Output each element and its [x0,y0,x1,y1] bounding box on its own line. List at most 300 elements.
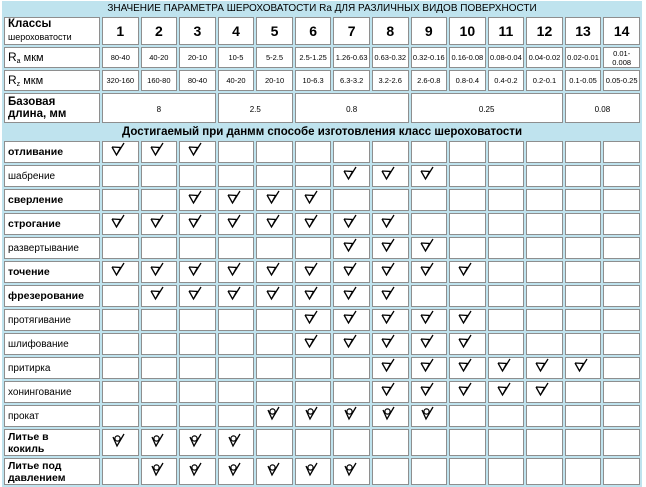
roughness-check-icon [381,286,399,301]
roughness-check-stroke [305,191,317,203]
process-class-cell [179,429,216,456]
process-class-cell [603,141,640,163]
process-class-cell [526,381,563,403]
roughness-check-icon [304,310,322,325]
roughness-check-icon [266,214,284,229]
process-class-cell [603,333,640,355]
class-number: 7 [333,17,370,45]
roughness-circle-ring [347,409,352,414]
process-class-cell [141,429,178,456]
process-class-cell [411,237,448,259]
base-length-row [4,93,640,123]
process-class-cell [526,333,563,355]
process-class-cell [179,165,216,187]
roughness-circle-icon [227,462,245,477]
process-class-cell [372,189,409,211]
ra-value: 40-20 [141,47,178,68]
process-class-cell [526,261,563,283]
class-number: 5 [256,17,293,45]
roughness-check-stroke [575,359,587,371]
roughness-check-icon [266,286,284,301]
process-class-cell [179,405,216,427]
roughness-check-stroke [305,263,317,275]
roughness-check-stroke [382,215,394,227]
process-class-cell [526,458,563,485]
process-class-cell [218,189,255,211]
process-row [4,237,640,259]
process-class-cell [141,381,178,403]
class-number: 3 [179,17,216,45]
process-class-cell [102,458,139,485]
process-class-cell [218,458,255,485]
classes-label [4,17,100,45]
process-class-cell [256,357,293,379]
process-class-cell [603,309,640,331]
process-class-cell [256,333,293,355]
base-length-value: 8 [102,93,216,123]
process-class-cell [141,405,178,427]
process-class-cell [488,213,525,235]
process-class-cell [295,213,332,235]
process-name: развертывание [4,237,100,259]
process-class-cell [295,381,332,403]
process-class-cell [295,429,332,456]
process-class-cell [256,405,293,427]
process-name-line1: Литье под [8,459,62,472]
process-class-cell [179,213,216,235]
process-class-cell [526,213,563,235]
process-class-cell [565,261,602,283]
roughness-check-icon [420,382,438,397]
process-class-cell [102,357,139,379]
roughness-check-stroke [382,311,394,323]
process-class-cell [449,357,486,379]
process-class-cell [141,261,178,283]
title-row [4,3,640,15]
ra-subscript: a [16,58,21,65]
rz-value: 10-6.3 [295,70,332,91]
process-class-cell [526,237,563,259]
process-class-cell [102,213,139,235]
process-row [4,261,640,283]
roughness-check-icon [535,358,553,373]
roughness-check-stroke [344,239,356,251]
ra-value: 0.02-0.01 [565,47,602,68]
process-class-cell [102,285,139,307]
class-number: 14 [603,17,640,45]
roughness-check-stroke [228,215,240,227]
process-class-cell [333,189,370,211]
base-length-value: 0.8 [295,93,409,123]
ra-row [4,47,640,68]
roughness-check-stroke [189,287,201,299]
roughness-check-icon [188,214,206,229]
process-class-cell [295,458,332,485]
base-length-value: 0.25 [411,93,563,123]
roughness-check-stroke [305,335,317,347]
roughness-check-stroke [151,143,163,155]
roughness-check-icon [304,262,322,277]
roughness-check-icon [420,334,438,349]
roughness-check-stroke [305,287,317,299]
process-name: сверление [4,189,100,211]
roughness-check-stroke [421,239,433,251]
roughness-check-icon [266,262,284,277]
class-number: 8 [372,17,409,45]
roughness-check-icon [304,190,322,205]
process-class-cell [603,458,640,485]
ra-value: 5-2.5 [256,47,293,68]
process-class-cell [141,458,178,485]
base-length-label-line2: длина, мм [8,108,67,120]
roughness-check-stroke [536,383,548,395]
roughness-check-stroke [151,287,163,299]
process-class-cell [218,357,255,379]
roughness-circle-icon [304,406,322,421]
process-row [4,429,640,456]
class-number: 13 [565,17,602,45]
roughness-check-stroke [344,287,356,299]
roughness-check-icon [381,358,399,373]
roughness-check-icon [420,166,438,181]
process-class-cell [102,141,139,163]
process-row [4,213,640,235]
ra-label [4,47,100,68]
process-class-cell [179,309,216,331]
process-class-cell [218,381,255,403]
process-class-cell [218,333,255,355]
rz-value: 3.2-2.6 [372,70,409,91]
process-class-cell [488,458,525,485]
roughness-check-stroke [421,167,433,179]
roughness-check-icon [150,142,168,157]
process-class-cell [372,141,409,163]
roughness-check-icon [458,382,476,397]
ra-value: 10-5 [218,47,255,68]
process-class-cell [411,285,448,307]
process-class-cell [603,213,640,235]
process-class-cell [179,261,216,283]
roughness-check-icon [381,310,399,325]
class-number: 11 [488,17,525,45]
roughness-check-icon [343,262,361,277]
ra-value: 0.63-0.32 [372,47,409,68]
process-class-cell [218,165,255,187]
roughness-check-stroke [382,239,394,251]
classes-label-line1: Классы [8,18,52,30]
rz-value: 0.2-0.1 [526,70,563,91]
process-class-cell [218,429,255,456]
roughness-check-icon [304,286,322,301]
process-class-cell [333,333,370,355]
roughness-check-icon [150,286,168,301]
ra-value: 2.5-1.25 [295,47,332,68]
process-class-cell [526,357,563,379]
process-class-cell [218,141,255,163]
class-number: 10 [449,17,486,45]
process-class-cell [411,458,448,485]
process-row [4,309,640,331]
roughness-check-icon [188,142,206,157]
process-class-cell [526,429,563,456]
process-class-cell [526,309,563,331]
process-class-cell [526,165,563,187]
process-class-cell [411,429,448,456]
roughness-circle-ring [308,409,313,414]
rz-value: 6.3-3.2 [333,70,370,91]
rz-value: 0.8-0.4 [449,70,486,91]
process-class-cell [411,381,448,403]
roughness-circle-ring [385,409,390,414]
process-class-cell [256,189,293,211]
roughness-check-icon [497,358,515,373]
process-class-cell [102,165,139,187]
ra-value: 20-10 [179,47,216,68]
ra-value: 0.04-0.02 [526,47,563,68]
roughness-check-icon [420,310,438,325]
roughness-check-stroke [189,191,201,203]
roughness-check-icon [420,358,438,373]
process-class-cell [256,429,293,456]
process-row [4,405,640,427]
process-class-cell [295,141,332,163]
process-class-cell [102,429,139,456]
process-class-cell [411,333,448,355]
roughness-check-icon [458,358,476,373]
roughness-check-stroke [151,263,163,275]
process-class-cell [372,357,409,379]
process-class-cell [256,381,293,403]
roughness-circle-icon [420,406,438,421]
process-name: отливание [4,141,100,163]
process-class-cell [218,261,255,283]
roughness-check-stroke [189,143,201,155]
process-class-cell [333,381,370,403]
rz-subscript: z [16,81,21,88]
rz-value: 320-160 [102,70,139,91]
process-name: прокат [4,405,100,427]
process-class-cell [141,237,178,259]
roughness-check-stroke [382,335,394,347]
process-class-cell [526,141,563,163]
process-class-cell [565,429,602,456]
process-class-cell [295,405,332,427]
roughness-circle-ring [269,464,274,469]
roughness-check-stroke [498,359,510,371]
process-class-cell [565,458,602,485]
roughness-check-icon [111,262,129,277]
process-class-cell [295,357,332,379]
process-class-cell [488,261,525,283]
process-class-cell [333,285,370,307]
roughness-check-stroke [382,383,394,395]
process-class-cell [295,285,332,307]
process-class-cell [256,213,293,235]
roughness-circle-icon [266,462,284,477]
roughness-check-stroke [151,215,163,227]
ra-letter: R [8,50,17,64]
process-class-cell [295,261,332,283]
process-class-cell [179,333,216,355]
process-class-cell [488,237,525,259]
process-class-cell [218,285,255,307]
process-class-cell [333,237,370,259]
process-name: шлифование [4,333,100,355]
process-class-cell [295,189,332,211]
roughness-check-stroke [421,311,433,323]
roughness-check-icon [381,238,399,253]
process-class-cell [488,309,525,331]
process-name [4,429,100,456]
process-class-cell [449,405,486,427]
process-row [4,285,640,307]
process-class-cell [333,213,370,235]
roughness-circle-icon [304,462,322,477]
roughness-check-icon [227,190,245,205]
process-class-cell [488,357,525,379]
roughness-circle-icon [343,406,361,421]
process-class-cell [333,429,370,456]
roughness-check-icon [343,166,361,181]
process-class-cell [102,381,139,403]
roughness-check-stroke [344,167,356,179]
process-class-cell [372,405,409,427]
process-class-cell [449,285,486,307]
roughness-check-stroke [382,167,394,179]
roughness-circle-ring [192,435,197,440]
roughness-check-icon [574,358,592,373]
roughness-check-stroke [305,311,317,323]
roughness-check-stroke [344,335,356,347]
roughness-check-icon [227,214,245,229]
process-class-cell [449,141,486,163]
roughness-check-icon [227,286,245,301]
roughness-check-stroke [228,287,240,299]
process-class-cell [218,213,255,235]
process-class-cell [295,309,332,331]
class-number: 2 [141,17,178,45]
ra-value: 1.26-0.63 [333,47,370,68]
process-class-cell [372,165,409,187]
process-class-cell [565,237,602,259]
roughness-check-icon [304,334,322,349]
roughness-check-stroke [459,263,471,275]
process-row [4,458,640,485]
roughness-check-stroke [382,287,394,299]
roughness-check-icon [150,214,168,229]
roughness-check-stroke [344,311,356,323]
rz-value: 40-20 [218,70,255,91]
roughness-circle-ring [115,435,120,440]
roughness-check-icon [343,310,361,325]
process-class-cell [603,165,640,187]
classes-label-line2: шероховатости [8,32,72,42]
process-class-cell [449,458,486,485]
process-class-cell [411,165,448,187]
process-class-cell [565,357,602,379]
process-class-cell [488,165,525,187]
process-class-cell [603,261,640,283]
roughness-check-stroke [228,263,240,275]
process-class-cell [372,213,409,235]
process-class-cell [449,189,486,211]
process-class-cell [141,213,178,235]
roughness-check-icon [343,334,361,349]
process-row [4,357,640,379]
process-class-cell [449,237,486,259]
process-name: шабрение [4,165,100,187]
roughness-check-stroke [344,215,356,227]
process-class-cell [179,381,216,403]
roughness-table [2,1,642,487]
roughness-circle-ring [424,409,429,414]
process-class-cell [179,189,216,211]
process-class-cell [449,381,486,403]
process-class-cell [295,165,332,187]
roughness-circle-icon [343,462,361,477]
process-class-cell [256,309,293,331]
process-row [4,381,640,403]
roughness-check-stroke [459,383,471,395]
process-class-cell [603,189,640,211]
roughness-circle-ring [347,464,352,469]
rz-row [4,70,640,91]
roughness-check-icon [343,238,361,253]
roughness-circle-ring [154,464,159,469]
roughness-check-icon [497,382,515,397]
process-row [4,189,640,211]
process-class-cell [449,309,486,331]
roughness-check-stroke [421,335,433,347]
process-row [4,141,640,163]
roughness-circle-ring [231,435,236,440]
process-class-cell [411,261,448,283]
roughness-circle-ring [269,409,274,414]
class-number: 12 [526,17,563,45]
process-class-cell [179,237,216,259]
process-class-cell [449,261,486,283]
roughness-check-icon [343,214,361,229]
roughness-check-icon [535,382,553,397]
process-class-cell [218,405,255,427]
process-class-cell [179,357,216,379]
process-name: точение [4,261,100,283]
roughness-circle-ring [231,464,236,469]
roughness-check-icon [304,214,322,229]
roughness-check-icon [458,262,476,277]
roughness-check-stroke [459,359,471,371]
rz-value: 2.6-0.8 [411,70,448,91]
section-title: Достигаемый при данмм способе изготовления класс шероховатости [4,125,640,139]
process-class-cell [256,141,293,163]
roughness-check-icon [381,262,399,277]
process-class-cell [333,405,370,427]
process-class-cell [488,381,525,403]
process-class-cell [565,333,602,355]
process-class-cell [295,237,332,259]
process-class-cell [372,429,409,456]
process-class-cell [102,261,139,283]
process-name: хонингование [4,381,100,403]
rz-value: 160-80 [141,70,178,91]
roughness-check-icon [188,286,206,301]
class-number: 9 [411,17,448,45]
process-row [4,165,640,187]
roughness-check-icon [420,238,438,253]
table-title: ЗНАЧЕНИЕ ПАРАМЕТРА ШЕРОХОВАТОСТИ Ra ДЛЯ РАЗЛИЧНЫХ ВИДОВ ПОВЕРХНОСТИ [4,3,640,15]
process-class-cell [565,309,602,331]
roughness-check-stroke [267,215,279,227]
